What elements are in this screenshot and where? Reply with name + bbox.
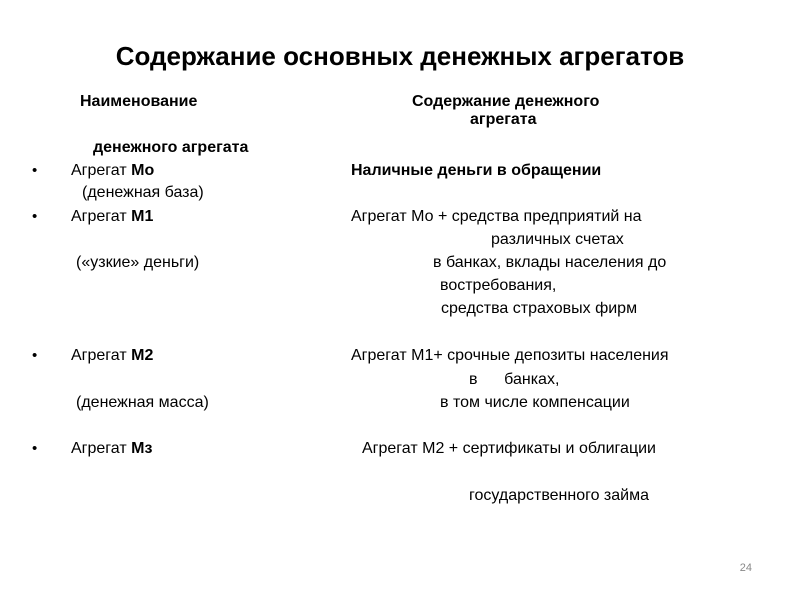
aggregate-content-line: в банках, [469,371,560,388]
aggregate-name [71,439,152,459]
header-name-line1: Наименование [80,93,198,110]
aggregate-code: М2 [131,347,154,364]
aggregate-content-line: различных счетах [491,231,624,248]
aggregate-subtitle: («узкие» деньги) [76,254,200,271]
bullet-marker: • [32,440,38,457]
aggregate-name-prefix: Агрегат [71,208,132,225]
aggregate-code: М1 [131,208,154,225]
aggregate-subtitle: (денежная масса) [76,394,209,411]
aggregate-content-line: Агрегат М2 + сертификаты и облигации [362,440,656,457]
aggregate-code: Мо [131,162,155,179]
aggregate-content-line: востребования, [440,277,557,294]
aggregate-name [71,161,154,181]
page-number: 24 [739,562,752,574]
bullet-marker: • [32,162,38,179]
aggregate-subtitle: (денежная база) [82,184,204,201]
aggregate-name [71,346,153,366]
header-content-line1: Содержание денежного [412,93,600,110]
aggregate-content-line: в том числе компенсации [440,394,630,411]
aggregate-content-line: Агрегат М1+ срочные депозиты населения [351,347,669,364]
slide-title: Содержание основных денежных агрегатов [115,41,685,71]
aggregate-content-line: в банках, вклады населения до [433,254,667,271]
bullet-marker: • [32,208,38,225]
aggregate-name-prefix: Агрегат [71,440,132,457]
aggregate-name-prefix: Агрегат [71,162,132,179]
aggregate-code: Мз [131,440,153,457]
aggregate-name-prefix: Агрегат [71,347,132,364]
header-name-line2: денежного агрегата [93,139,249,156]
aggregate-content-line: государственного займа [469,487,649,504]
aggregate-content-line: Наличные деньги в обращении [351,162,602,179]
aggregate-content-line: Агрегат Мо + средства предприятий на [351,208,642,225]
aggregate-name [71,207,153,227]
header-content-line2: агрегата [470,111,537,128]
aggregate-content-line: средства страховых фирм [441,300,638,317]
bullet-marker: • [32,347,38,364]
